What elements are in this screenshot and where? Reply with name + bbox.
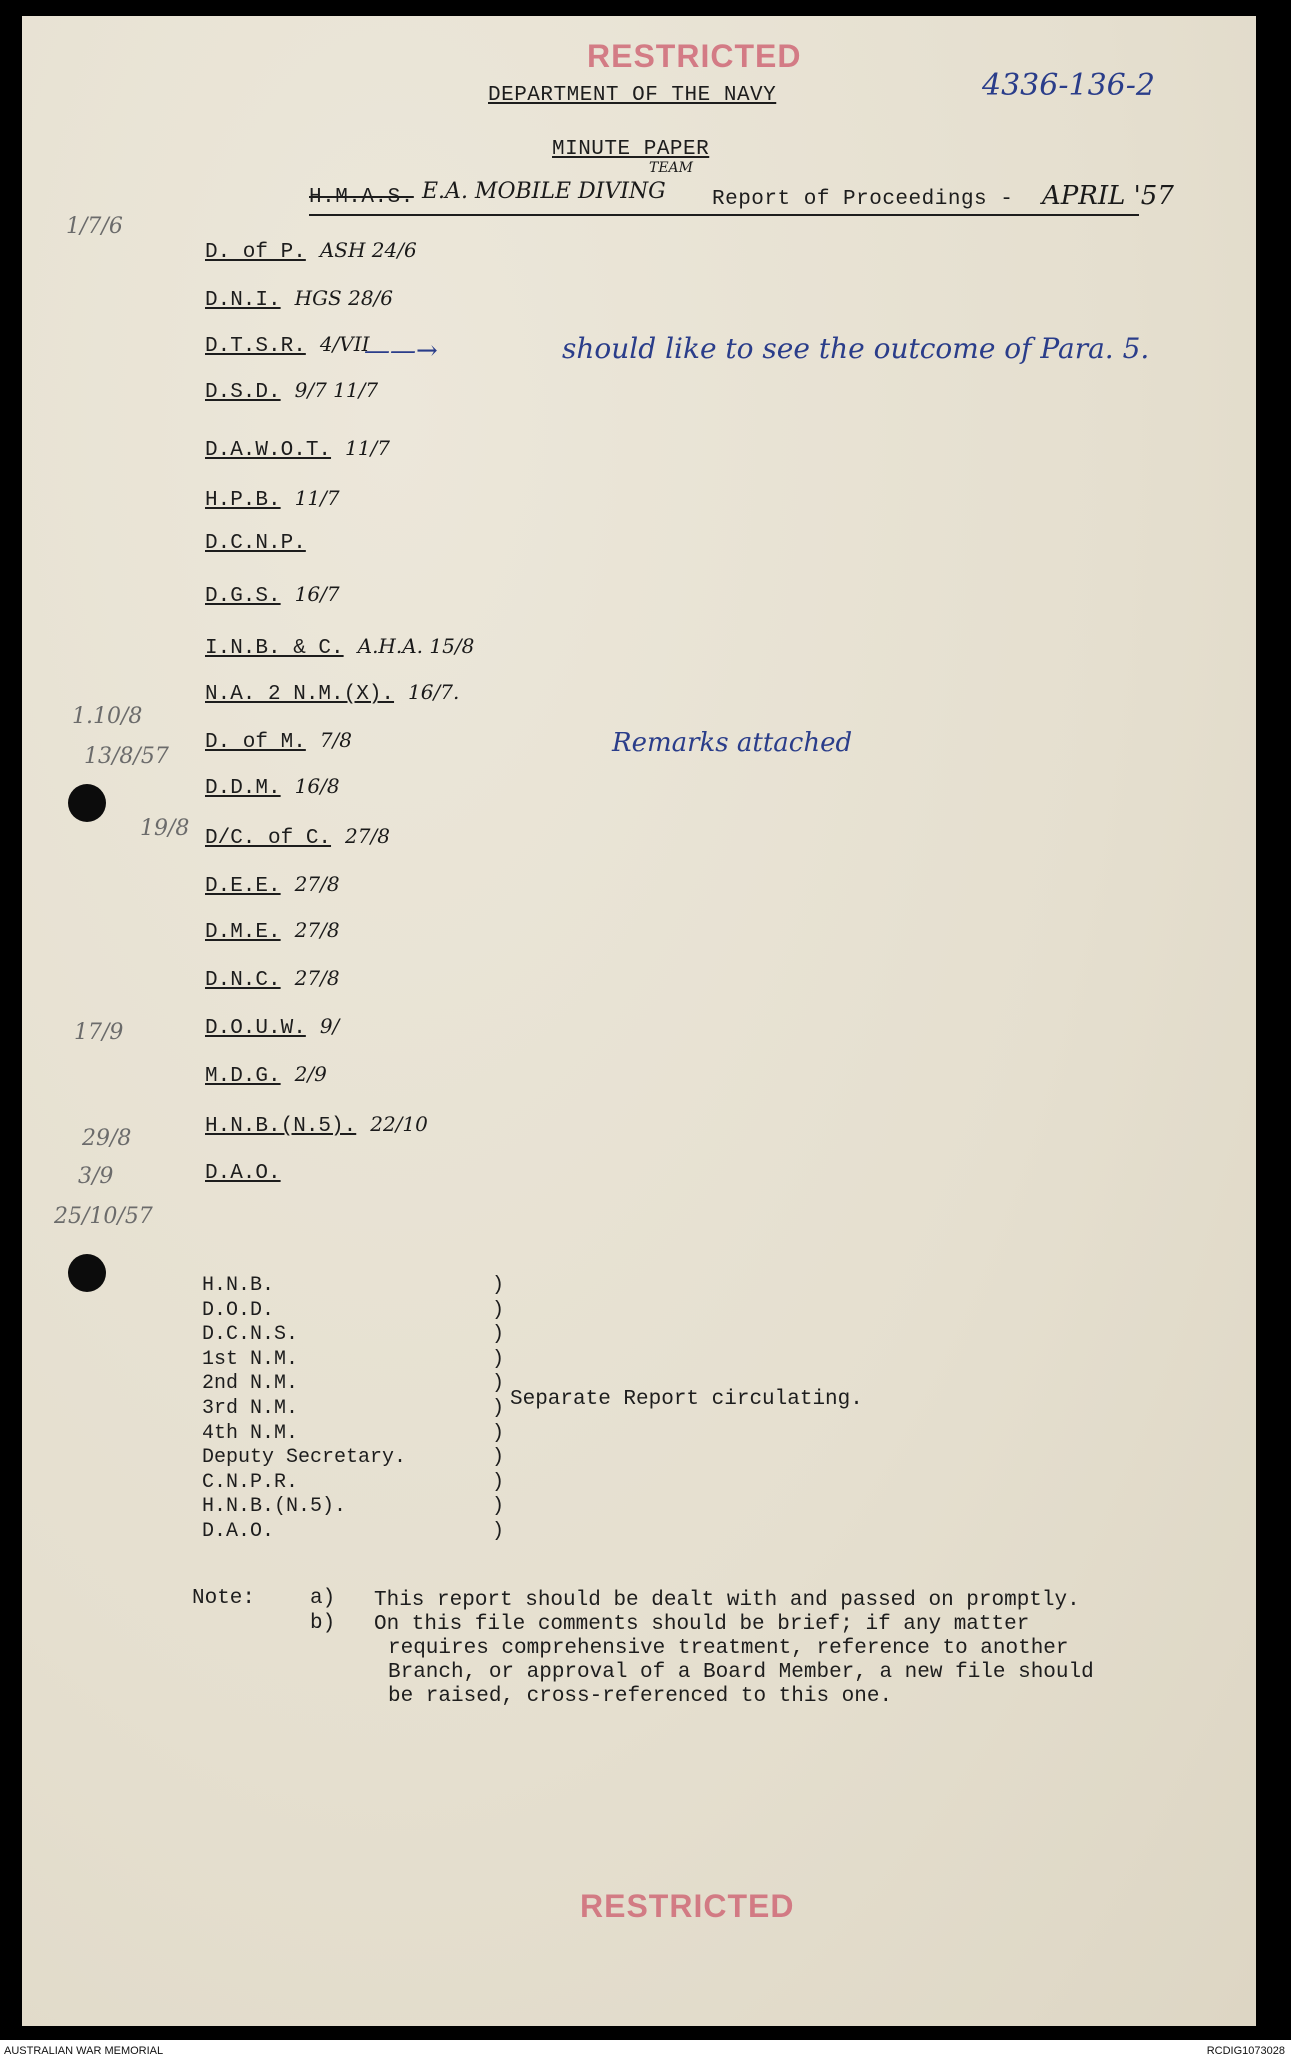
routing-row (205, 378, 378, 404)
routing-initials: 4/VII (319, 332, 370, 356)
para5-annotation: should like to see the outcome of Para. 5. (562, 332, 1150, 365)
routing-row (205, 486, 340, 512)
subject-handwritten: E.A. MOBILE DIVING (422, 179, 666, 204)
routing-label: D.N.I. (205, 289, 281, 312)
circulation-brace: ) (492, 1520, 505, 1543)
doc-type: MINUTE PAPER (552, 138, 710, 161)
circulation-brace: ) (492, 1372, 505, 1396)
subject-typed: Report of Proceedings - (712, 188, 1014, 211)
routing-label: D.O.U.W. (205, 1017, 306, 1040)
routing-initials: 27/8 (294, 918, 340, 942)
circulation-item: H.N.B.(N.5). (202, 1495, 347, 1519)
remarks-annotation: Remarks attached (612, 728, 853, 758)
routing-row (205, 1162, 281, 1185)
circulation-brace: ) (492, 1446, 505, 1470)
routing-initials: 11/7 (294, 486, 340, 510)
routing-label: D.G.S. (205, 585, 281, 608)
circulation-item: C.N.P.R. (202, 1470, 299, 1494)
margin-date: 25/10/57 (54, 1204, 153, 1229)
routing-row (205, 1112, 428, 1138)
routing-row (205, 680, 459, 706)
routing-initials: 22/10 (370, 1112, 428, 1136)
routing-label: M.D.G. (205, 1065, 281, 1088)
routing-label: I.N.B. & C. (205, 637, 344, 660)
routing-label: D/C. of C. (205, 827, 332, 850)
routing-initials: 9/ (319, 1014, 340, 1038)
file-number: 4336-136-2 (982, 68, 1155, 103)
department-title: DEPARTMENT OF THE NAVY (488, 84, 777, 107)
routing-label: D.A.O. (205, 1162, 281, 1185)
circulation-item: Deputy Secretary. (202, 1446, 407, 1470)
routing-row (205, 774, 340, 800)
routing-initials: 16/7 (294, 582, 340, 606)
margin-date: 19/8 (140, 816, 190, 841)
note-b-line: be raised, cross-referenced to this one. (388, 1685, 893, 1708)
routing-initials: 16/8 (294, 774, 340, 798)
note-b-line: requires comprehensive treatment, reference to another (388, 1637, 1069, 1660)
punch-hole-upper (68, 784, 106, 822)
note-b-marker: b) (310, 1612, 336, 1635)
margin-date: 3/9 (78, 1164, 114, 1189)
subject-insert: TEAM (649, 160, 694, 176)
note-b-line: Branch, or approval of a Board Member, a new file should (388, 1661, 1094, 1684)
circulation-item: D.C.N.S. (202, 1323, 299, 1347)
routing-initials: 11/7 (345, 436, 390, 460)
circulation-item: 3rd N.M. (202, 1397, 299, 1420)
circulation-item: 1st N.M. (202, 1347, 299, 1371)
routing-row (205, 238, 417, 264)
margin-date: 1.10/8 (72, 704, 143, 729)
margin-date: 29/8 (82, 1126, 132, 1151)
minute-paper-page (22, 16, 1256, 2026)
restricted-stamp-bottom: RESTRICTED (580, 1888, 795, 1924)
routing-initials: ASH 24/6 (319, 238, 417, 262)
routing-initials: 9/7 11/7 (294, 378, 379, 402)
footer-left: AUSTRALIAN WAR MEMORIAL (4, 2045, 164, 2057)
margin-date: 13/8/57 (84, 744, 169, 769)
routing-row (205, 1014, 339, 1040)
routing-initials: 27/8 (294, 966, 340, 990)
restricted-stamp-top: RESTRICTED (587, 38, 802, 74)
routing-row (205, 532, 306, 555)
circulation-item: H.N.B. (202, 1274, 275, 1297)
routing-row (205, 872, 340, 898)
routing-row (205, 728, 352, 754)
routing-row (205, 286, 393, 312)
circulation-brace: ) (492, 1495, 505, 1519)
routing-label: D.D.M. (205, 777, 281, 800)
arrow-glyph: ——→ (364, 336, 438, 366)
circulation-item: D.A.O. (202, 1520, 275, 1543)
routing-label: D. of P. (205, 241, 306, 264)
note-a-text: This report should be dealt with and passed on promptly. (374, 1589, 1080, 1612)
subject-underline (309, 214, 1139, 216)
circulation-item: 2nd N.M. (202, 1372, 299, 1396)
routing-label: D. of M. (205, 731, 306, 754)
routing-label: D.E.E. (205, 875, 281, 898)
circulation-text: Separate Report circulating. (510, 1388, 863, 1411)
circulation-brace: ) (492, 1298, 505, 1322)
routing-initials: 27/8 (345, 824, 390, 848)
note-label: Note: (192, 1587, 256, 1610)
subject-struck-prefix: H.M.A.S. (309, 186, 414, 209)
routing-initials: 7/8 (319, 728, 353, 752)
routing-initials: 16/7. (408, 680, 460, 704)
circulation-brace: ) (492, 1274, 505, 1297)
circulation-item: D.O.D. (202, 1298, 275, 1322)
circulation-brace: ) (492, 1397, 505, 1420)
routing-label: D.S.D. (205, 381, 281, 404)
routing-row (205, 918, 340, 944)
routing-label: N.A. 2 N.M.(X). (205, 683, 395, 706)
punch-hole-lower (68, 1254, 106, 1292)
circulation-brace: ) (492, 1347, 505, 1371)
note-b-line: On this file comments should be brief; if any matter (374, 1613, 1030, 1636)
routing-row (205, 966, 340, 992)
circulation-item: 4th N.M. (202, 1421, 299, 1445)
routing-initials: 2/9 (294, 1062, 327, 1086)
routing-initials: A.H.A. 15/8 (357, 634, 475, 658)
routing-row (205, 332, 370, 358)
routing-label: D.M.E. (205, 921, 281, 944)
routing-initials: 27/8 (294, 872, 340, 896)
routing-label: D.N.C. (205, 969, 281, 992)
routing-label: H.N.B.(N.5). (205, 1115, 357, 1138)
circulation-brace: ) (492, 1421, 505, 1445)
routing-row (205, 824, 390, 850)
routing-row (205, 582, 340, 608)
circulation-brace: ) (492, 1323, 505, 1347)
routing-label: D.A.W.O.T. (205, 439, 332, 462)
margin-date: 17/9 (74, 1020, 124, 1045)
margin-date: 1/7/6 (66, 214, 123, 239)
routing-row (205, 436, 390, 462)
circulation-brace: ) (492, 1470, 505, 1494)
note-a-marker: a) (310, 1587, 336, 1610)
routing-label: D.T.S.R. (205, 335, 306, 358)
routing-initials: HGS 28/6 (294, 286, 394, 310)
footer-right: RCDIG1073028 (1206, 2045, 1285, 2057)
archive-footer (0, 2040, 1291, 2061)
routing-row (205, 634, 474, 660)
subject-month: APRIL '57 (1042, 181, 1174, 211)
routing-label: D.C.N.P. (205, 532, 306, 555)
routing-row (205, 1062, 327, 1088)
routing-label: H.P.B. (205, 489, 281, 512)
